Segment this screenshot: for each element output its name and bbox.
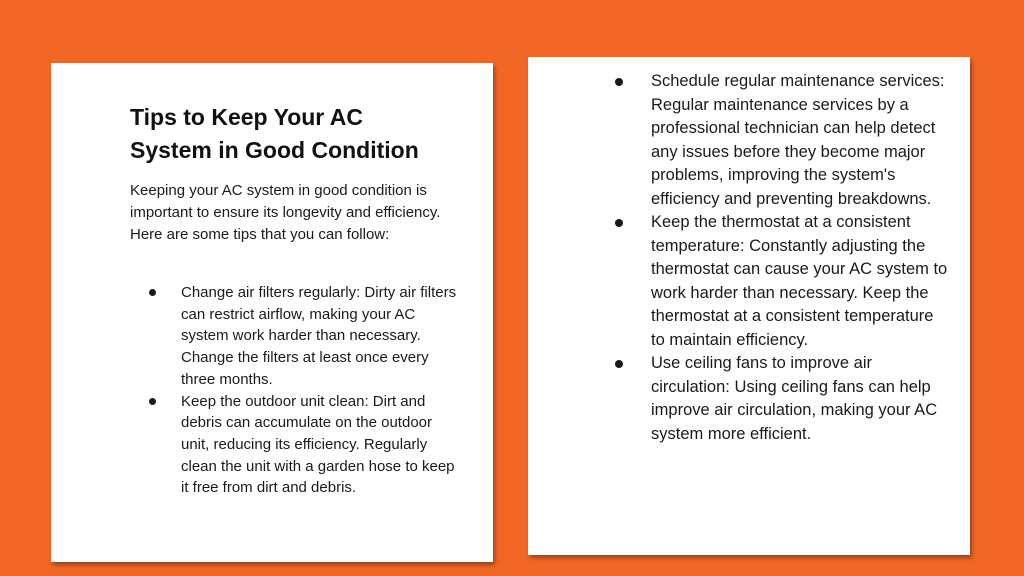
intro-paragraph: Keeping your AC system in good condition is important to ensure its longevity and efficiency. Here are some tips that you can follow: <box>130 182 441 243</box>
tip-text: Keep the thermostat at a consistent temperature: Constantly adjusting the thermostat can cause your AC system to work harder than necessary. Keep the thermostat at a consistent temperature to maintain efficiency. <box>651 213 948 349</box>
tips-list-left <box>181 282 463 499</box>
right-content-card <box>528 57 970 555</box>
tips-list-right <box>651 70 951 446</box>
tip-text: Change air filters regularly: Dirty air filters can restrict airflow, making your AC system work harder than necessary. Change the filters at least once every three months. <box>181 284 457 388</box>
list-item <box>651 352 951 446</box>
bullet-icon <box>615 360 623 368</box>
tip-text: Schedule regular maintenance services: Regular maintenance services by a professional technician can help detect any issues before they become major problems, improving the system's efficiency and preventing breakdowns. <box>651 72 945 208</box>
bullet-icon <box>149 289 156 296</box>
left-content-card <box>51 63 493 562</box>
slide-title: Tips to Keep Your AC System in Good Condition <box>130 104 419 163</box>
bullet-icon <box>615 219 623 227</box>
tip-text: Use ceiling fans to improve air circulation: Using ceiling fans can help improve air circulation, making your AC system more efficient. <box>651 354 938 443</box>
tip-text: Keep the outdoor unit clean: Dirt and debris can accumulate on the outdoor unit, reducing its efficiency. Regularly clean the unit with a garden hose to keep it free from dirt and debris. <box>181 392 455 497</box>
list-item <box>181 282 463 391</box>
bullet-icon <box>615 78 623 86</box>
list-item <box>651 211 951 352</box>
bullet-icon <box>149 398 156 405</box>
list-item <box>651 70 951 211</box>
list-item <box>181 391 463 500</box>
